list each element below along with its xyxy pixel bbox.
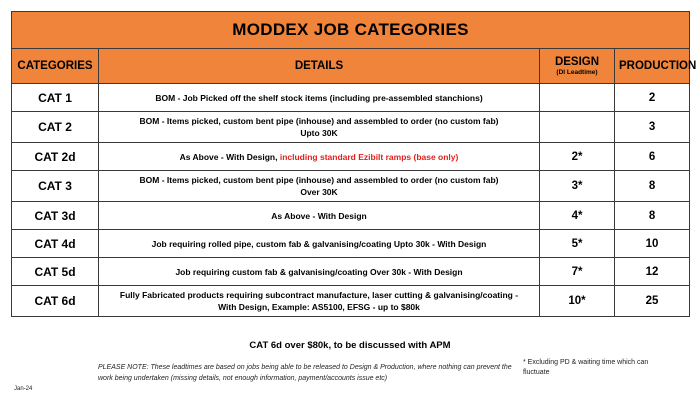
job-categories-table-container	[11, 11, 697, 317]
table-row	[12, 286, 690, 317]
table-row	[12, 84, 690, 112]
production-leadtime-cell: 8	[615, 171, 690, 202]
category-rows	[12, 84, 690, 317]
production-leadtime-cell: 2	[615, 84, 690, 112]
design-leadtime-cell	[540, 84, 615, 112]
category-cell: CAT 3	[12, 171, 99, 202]
category-cell: CAT 6d	[12, 286, 99, 317]
design-leadtime-cell: 2*	[540, 143, 615, 171]
details-cell	[99, 84, 540, 112]
details-text-line2: Upto 30K	[300, 128, 338, 138]
details-cell	[99, 286, 540, 317]
footer-asterisk-note: * Excluding PD & waiting time which can fluctuate	[523, 359, 649, 376]
design-leadtime-cell: 7*	[540, 258, 615, 286]
production-leadtime-cell: 3	[615, 112, 690, 143]
table-row	[12, 230, 690, 258]
details-text: BOM - Items picked, custom bent pipe (inhouse) and assembled to order (no custom fab)	[139, 175, 499, 185]
design-leadtime-cell: 10*	[540, 286, 615, 317]
header-design	[540, 49, 615, 84]
table-title: MODDEX JOB CATEGORIES	[12, 12, 690, 49]
details-text: BOM - Job Picked off the shelf stock items (including pre-assembled stanchions)	[155, 92, 483, 103]
details-cell	[99, 143, 540, 171]
details-text: BOM - Items picked, custom bent pipe (inhouse) and assembled to order (no custom fab)	[139, 116, 499, 126]
design-leadtime-cell: 3*	[540, 171, 615, 202]
production-leadtime-cell: 12	[615, 258, 690, 286]
category-cell: CAT 2d	[12, 143, 99, 171]
date-label: Jan-24	[14, 386, 33, 392]
production-leadtime-cell: 25	[615, 286, 690, 317]
details-cell	[99, 258, 540, 286]
table-row	[12, 143, 690, 171]
details-text: As Above - With Design	[271, 210, 367, 221]
details-cell	[99, 230, 540, 258]
table-row	[12, 202, 690, 230]
production-leadtime-cell: 10	[615, 230, 690, 258]
details-cell	[99, 112, 540, 143]
category-cell: CAT 4d	[12, 230, 99, 258]
details-text-line2: Over 30K	[300, 187, 338, 197]
header-production: PRODUCTION	[615, 49, 690, 84]
header-row	[12, 49, 690, 84]
table-row	[12, 112, 690, 143]
production-leadtime-cell: 8	[615, 202, 690, 230]
design-leadtime-cell: 4*	[540, 202, 615, 230]
header-design-label: DESIGN	[554, 56, 600, 68]
details-text-line2: With Design, Example: AS5100, EFSG - up to $80k	[218, 302, 420, 312]
details-cell	[99, 171, 540, 202]
footer-main-note: CAT 6d over $80k, to be discussed with APM	[249, 340, 451, 351]
details-cell	[99, 202, 540, 230]
details-text: As Above - With Design,	[179, 151, 280, 162]
job-categories-table	[11, 11, 697, 317]
category-cell: CAT 3d	[12, 202, 99, 230]
header-design-sub: (DI Leadtime)	[556, 69, 598, 76]
header-categories: CATEGORIES	[12, 49, 99, 84]
category-cell: CAT 1	[12, 84, 99, 112]
category-cell: CAT 5d	[12, 258, 99, 286]
design-leadtime-cell: 5*	[540, 230, 615, 258]
production-leadtime-cell: 6	[615, 143, 690, 171]
category-cell: CAT 2	[12, 112, 99, 143]
table-row	[12, 171, 690, 202]
details-text: Job requiring rolled pipe, custom fab & galvanising/coating Upto 30k - With Design	[151, 238, 487, 249]
footer-leadtime-note: PLEASE NOTE: These leadtimes are based on jobs being able to be released to Design & Production, where nothing can prevent the work being undertaken (missing details, not enough information, payment/accounts issue etc)	[98, 364, 512, 382]
details-text: Fully Fabricated products requiring subcontract manufacture, laser cutting & galvanising/coating -	[119, 290, 519, 300]
title-row	[12, 12, 690, 49]
design-leadtime-cell	[540, 112, 615, 143]
details-highlight-text: including standard Ezibilt ramps (base only)	[279, 151, 459, 162]
header-details: DETAILS	[99, 49, 540, 84]
details-text: Job requiring custom fab & galvanising/coating Over 30k - With Design	[175, 266, 463, 277]
table-row	[12, 258, 690, 286]
